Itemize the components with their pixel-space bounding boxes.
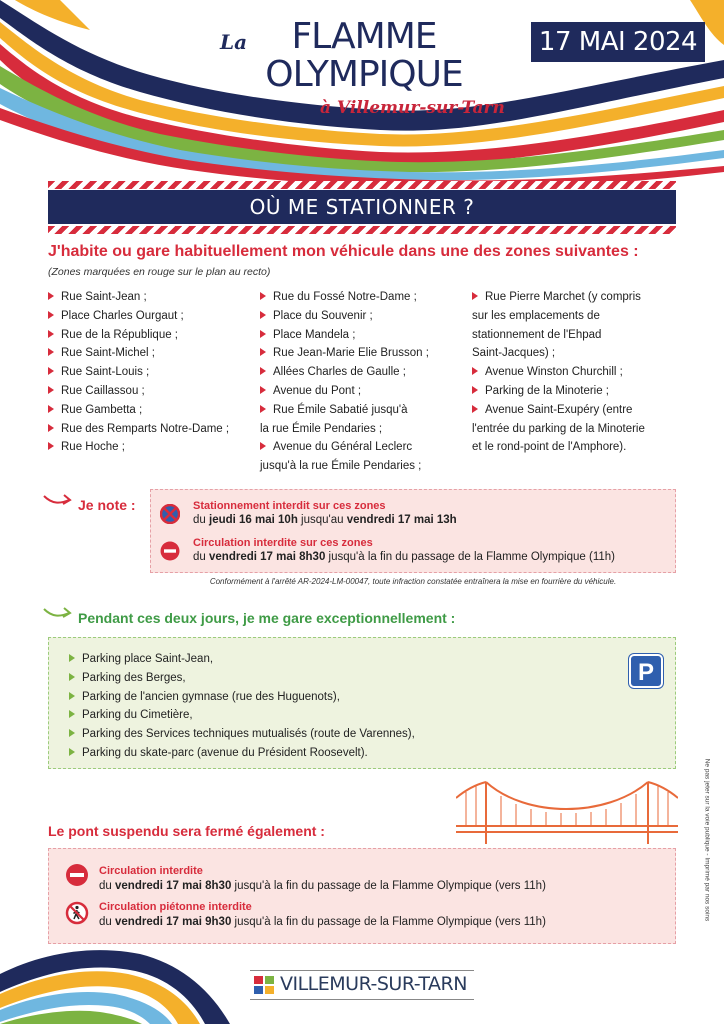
list-item: Rue du Fossé Notre-Dame ; bbox=[260, 288, 460, 307]
list-item: Parking du skate-parc (avenue du Président Roosevelt). bbox=[69, 744, 415, 763]
town-crest-icon bbox=[254, 976, 274, 994]
bullet-triangle-icon bbox=[260, 386, 266, 394]
bridge-no-traffic-title: Circulation interdite bbox=[99, 865, 203, 877]
bullet-triangle-icon bbox=[48, 405, 54, 413]
parking-sign-icon: P bbox=[629, 654, 663, 688]
green-arrow-icon bbox=[42, 603, 74, 623]
bullet-triangle-icon bbox=[69, 729, 75, 737]
bullet-triangle-icon bbox=[48, 348, 54, 356]
footer-logo bbox=[250, 970, 474, 1000]
section-banner: OÙ ME STATIONNER ? bbox=[48, 190, 676, 224]
zones-column-2 bbox=[260, 288, 460, 476]
page-title bbox=[244, 18, 484, 94]
title-line-1: FLAMME bbox=[291, 16, 437, 57]
list-item: Place Mandela ; bbox=[260, 326, 460, 345]
list-item-continued: stationnement de l'Ehpad bbox=[472, 328, 602, 341]
note-box bbox=[150, 489, 676, 573]
bullet-triangle-icon bbox=[260, 292, 266, 300]
list-item: Avenue Winston Churchill ; bbox=[472, 363, 677, 382]
bullet-triangle-icon bbox=[260, 367, 266, 375]
bullet-triangle-icon bbox=[48, 367, 54, 375]
list-item: Rue Caillassou ; bbox=[48, 382, 254, 401]
zones-column-3 bbox=[472, 288, 677, 457]
bullet-triangle-icon bbox=[48, 442, 54, 450]
list-item: Rue Saint-Michel ; bbox=[48, 344, 254, 363]
bullet-triangle-icon bbox=[69, 748, 75, 756]
list-item: Rue Pierre Marchet (y compris bbox=[472, 288, 677, 307]
bullet-triangle-icon bbox=[472, 292, 478, 300]
bullet-triangle-icon bbox=[472, 367, 478, 375]
bullet-triangle-icon bbox=[69, 710, 75, 718]
note-label: Je note : bbox=[78, 497, 136, 513]
bullet-triangle-icon bbox=[48, 386, 54, 394]
list-item: Avenue du Pont ; bbox=[260, 382, 460, 401]
legal-note: Conformément à l'arrêté AR-2024-LM-00047, toute infraction constatée entraînera la mise en fourrière du véhicule. bbox=[209, 577, 617, 586]
bullet-triangle-icon bbox=[472, 405, 478, 413]
parking-heading: Pendant ces deux jours, je me gare exceptionnellement : bbox=[78, 610, 456, 626]
bridge-no-pedestrian-period: du vendredi 17 mai 9h30 jusqu'à la fin du passage de la Flamme Olympique (vers 11h) bbox=[99, 916, 546, 928]
list-item: Avenue Saint-Exupéry (entre bbox=[472, 401, 677, 420]
list-item-continued: la rue Émile Pendaries ; bbox=[260, 422, 383, 435]
bullet-triangle-icon bbox=[260, 442, 266, 450]
no-parking-period: du jeudi 16 mai 10h jusqu'au vendredi 17 mai 13h bbox=[193, 514, 457, 526]
list-item-continued: et le rond-point de l'Amphore). bbox=[472, 441, 627, 454]
parking-box bbox=[48, 637, 676, 769]
bridge-no-traffic-period: du vendredi 17 mai 8h30 jusqu'à la fin du passage de la Flamme Olympique (vers 11h) bbox=[99, 880, 546, 892]
bullet-triangle-icon bbox=[69, 692, 75, 700]
decorative-waves-bottom bbox=[0, 934, 260, 1024]
bullet-triangle-icon bbox=[260, 330, 266, 338]
date-badge: 17 MAI 2024 bbox=[531, 22, 705, 62]
list-item: Rue Gambetta ; bbox=[48, 401, 254, 420]
list-item: Parking place Saint-Jean, bbox=[69, 650, 415, 669]
list-item-continued: jusqu'à la rue Émile Pendaries ; bbox=[260, 460, 422, 473]
bullet-triangle-icon bbox=[48, 311, 54, 319]
stripe-divider-top bbox=[48, 181, 676, 189]
stripe-divider-bottom bbox=[48, 226, 676, 234]
no-entry-icon bbox=[160, 541, 180, 561]
list-item: Parking de la Minoterie ; bbox=[472, 382, 677, 401]
no-parking-title: Stationnement interdit sur ces zones bbox=[193, 500, 386, 512]
list-item: Place Charles Ourgaut ; bbox=[48, 307, 254, 326]
bullet-triangle-icon bbox=[472, 386, 478, 394]
no-parking-icon bbox=[160, 504, 180, 524]
page-subtitle: à Villemur-sur-Tarn bbox=[320, 98, 505, 118]
zones-column-1 bbox=[48, 288, 254, 457]
bullet-triangle-icon bbox=[260, 405, 266, 413]
parking-list bbox=[69, 650, 415, 763]
title-prefix: La bbox=[220, 30, 248, 54]
no-entry-icon bbox=[65, 863, 89, 887]
bullet-triangle-icon bbox=[260, 311, 266, 319]
no-pedestrian-icon bbox=[65, 901, 89, 925]
list-item: Place du Souvenir ; bbox=[260, 307, 460, 326]
list-item: Parking des Services techniques mutualisés (route de Varennes), bbox=[69, 725, 415, 744]
list-item-continued: sur les emplacements de bbox=[472, 309, 600, 322]
bridge-no-pedestrian-title: Circulation piétonne interdite bbox=[99, 901, 252, 913]
list-item-continued: Saint-Jacques) ; bbox=[472, 347, 556, 360]
list-item: Rue des Remparts Notre-Dame ; bbox=[48, 420, 254, 439]
list-item: Rue Jean-Marie Elie Brusson ; bbox=[260, 344, 460, 363]
list-item: Rue de la République ; bbox=[48, 326, 254, 345]
bullet-triangle-icon bbox=[69, 673, 75, 681]
list-item: Parking de l'ancien gymnase (rue des Huguenots), bbox=[69, 688, 415, 707]
bridge-box bbox=[48, 848, 676, 944]
side-note: Ne pas jeter sur la voie publique - Imprimé par nos soins bbox=[703, 758, 711, 922]
no-traffic-title: Circulation interdite sur ces zones bbox=[193, 537, 373, 549]
list-item-continued: l'entrée du parking de la Minoterie bbox=[472, 422, 645, 435]
list-item: Rue Saint-Jean ; bbox=[48, 288, 254, 307]
bullet-triangle-icon bbox=[260, 348, 266, 356]
title-line-2: OLYMPIQUE bbox=[265, 54, 463, 95]
suspension-bridge-icon bbox=[456, 778, 678, 848]
bullet-triangle-icon bbox=[48, 424, 54, 432]
list-item: Rue Hoche ; bbox=[48, 438, 254, 457]
list-item: Rue Émile Sabatié jusqu'à bbox=[260, 401, 460, 420]
footer-logo-text: VILLEMUR-SUR-TARN bbox=[280, 973, 467, 995]
zones-heading: J'habite ou gare habituellement mon véhicule dans une des zones suivantes : bbox=[48, 243, 639, 260]
list-item: Avenue du Général Leclerc bbox=[260, 438, 460, 457]
bridge-heading: Le pont suspendu sera fermé également : bbox=[48, 823, 325, 839]
bullet-triangle-icon bbox=[48, 292, 54, 300]
list-item: Rue Saint-Louis ; bbox=[48, 363, 254, 382]
list-item: Parking du Cimetière, bbox=[69, 706, 415, 725]
list-item: Allées Charles de Gaulle ; bbox=[260, 363, 460, 382]
bullet-triangle-icon bbox=[48, 330, 54, 338]
bullet-triangle-icon bbox=[69, 654, 75, 662]
zones-note: (Zones marquées en rouge sur le plan au recto) bbox=[48, 266, 271, 278]
no-traffic-period: du vendredi 17 mai 8h30 jusqu'à la fin du passage de la Flamme Olympique (11h) bbox=[193, 551, 615, 563]
list-item: Parking des Berges, bbox=[69, 669, 415, 688]
red-arrow-icon bbox=[42, 490, 74, 510]
